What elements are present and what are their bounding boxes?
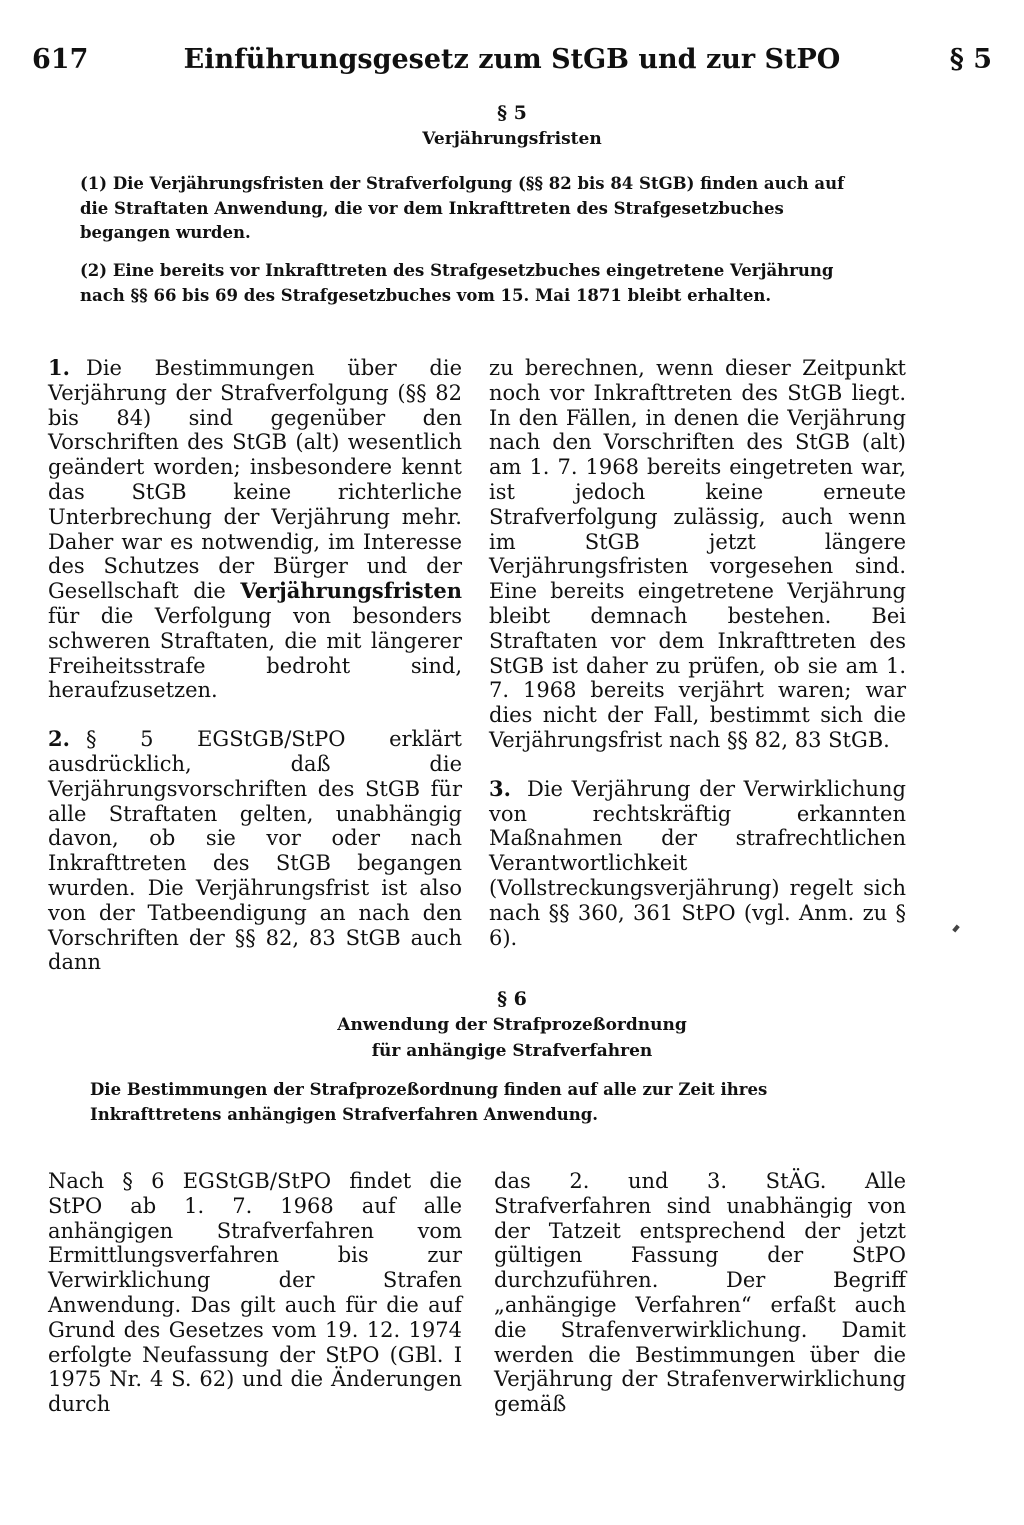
section5-law-paragraph-1: (1) Die Verjährungsfristen der Strafverfolgung (§§ 82 bis 84 StGB) finden auch auf die Straftaten Anwendung, die vor dem Inkrafttreten des Strafgesetzbuches begangen wurden.	[80, 174, 845, 242]
commentary-note-1	[48, 356, 462, 703]
note-1-label: 1.	[48, 355, 70, 380]
section5-number: § 5	[497, 102, 527, 124]
note-2-label: 2.	[48, 726, 70, 752]
section6-commentary-left-text: Nach § 6 EGStGB/StPO findet die StPO ab 1. 7. 1968 auf alle anhängigen Strafverfahren vom Ermittlungsverfahren bis zur Verwirklichung der Strafen Anwendung. Das gilt auch für die auf Grund des Gesetzes vom 19. 12. 1974 erfolgte Neufassung der StPO (GBl. I 1975 Nr. 4 S. 62) und die Änderungen durch	[48, 1169, 462, 1417]
section5-heading	[0, 100, 1024, 152]
running-title: Einführungsgesetz zum StGB und zur StPO	[183, 44, 841, 75]
running-section: § 5	[949, 44, 992, 75]
section5-law-paragraph-2: (2) Eine bereits vor Inkrafttreten des Strafgesetzbuches eingetretene Verjährung nach §§ 66 bis 69 des Strafgesetzbuches vom 15. Mai 1871 bleibt erhalten.	[80, 261, 834, 305]
section6-heading	[0, 986, 1024, 1064]
commentary-note-2-continued: zu berechnen, wenn dieser Zeitpunkt noch vor Inkrafttreten des StGB liegt. In den Fällen, in denen die Verjährung nach den Vorschriften des StGB (alt) am 1. 7. 1968 bereits eingetreten war, ist jedoch keine erneute Strafverfolgung zulässig, auch wenn im StGB jetzt längere Verjährungsfristen vorgesehen sind. Eine bereits eingetretene Verjährung bleibt demnach bestehen. Bei Straftaten vor dem Inkrafttreten des StGB ist daher zu prüfen, ob sie am 1. 7. 1968 bereits verjährt waren; war dies nicht der Fall, bestimmt sich die Verjährungsfrist nach §§ 82, 83 StGB.	[489, 356, 906, 752]
running-header	[32, 44, 992, 84]
note-1-text-a: Die Bestimmungen über die Verjährung der Strafverfolgung (§§ 82 bis 84) sind gegenüber den Vorschriften des StGB (alt) wesentlich geändert worden; insbesondere kennt das StGB keine richterliche Unterbrechung der Verjährung mehr. Daher war es notwendig, im Interesse des Schutzes der Bürger und der Gesellschaft die	[48, 356, 462, 604]
note-1-text-b: für die Verfolgung von besonders schweren Straftaten, die mit längerer Freiheitsstrafe bedroht sind, heraufzusetzen.	[48, 603, 462, 703]
section6-title-line-1: Anwendung der Strafprozeßordnung	[337, 1015, 687, 1035]
note-3-text: Die Verjährung der Verwirklichung von rechtskräftig erkannten Maßnahmen der strafrechtlichen Verantwortlichkeit (Vollstreckungsverjährung) regelt sich nach §§ 360, 361 StPO (vgl. Anm. zu § 6).	[489, 776, 906, 950]
note-1-emphasis: Verjährungsfristen	[240, 578, 462, 604]
section5-commentary-left	[48, 356, 462, 975]
commentary-note-3	[489, 777, 906, 951]
note-3-label: 3.	[489, 775, 511, 801]
section5-title: Verjährungsfristen	[422, 129, 602, 149]
commentary-note-2	[48, 727, 462, 975]
page-number: 617	[32, 44, 89, 75]
section6-commentary-right-text: das 2. und 3. StÄG. Alle Strafverfahren sind unabhängig von der Tatzeit entsprechend der jetzt gültigen Fassung der StPO durchzuführen. Der Begriff „anhängige Verfahren“ erfaßt auch die Strafenverwirklichung. Damit werden die Bestimmungen über die Verjährung der Strafenverwirklichung gemäß	[494, 1169, 906, 1417]
section6-commentary-right	[494, 1169, 906, 1417]
section5-commentary-right	[489, 356, 906, 950]
section6-number: § 6	[497, 988, 527, 1010]
section6-commentary-left	[48, 1169, 462, 1417]
section6-title-line-2: für anhängige Strafverfahren	[371, 1041, 653, 1061]
scan-speck	[952, 925, 960, 933]
note-2-text: § 5 EGStGB/StPO erklärt ausdrücklich, daß die Verjährungsvorschriften des StGB für alle Straftaten gelten, unabhängig davon, ob sie vor oder nach Inkrafttreten des StGB begangen wurden. Die Verjährungsfrist ist also von der Tatbeendigung an nach den Vorschriften der §§ 82, 83 StGB auch dann	[48, 727, 462, 975]
section6-law-paragraph: Die Bestimmungen der Strafprozeßordnung finden auf alle zur Zeit ihres Inkrafttretens anhängigen Strafverfahren Anwendung.	[90, 1080, 768, 1124]
